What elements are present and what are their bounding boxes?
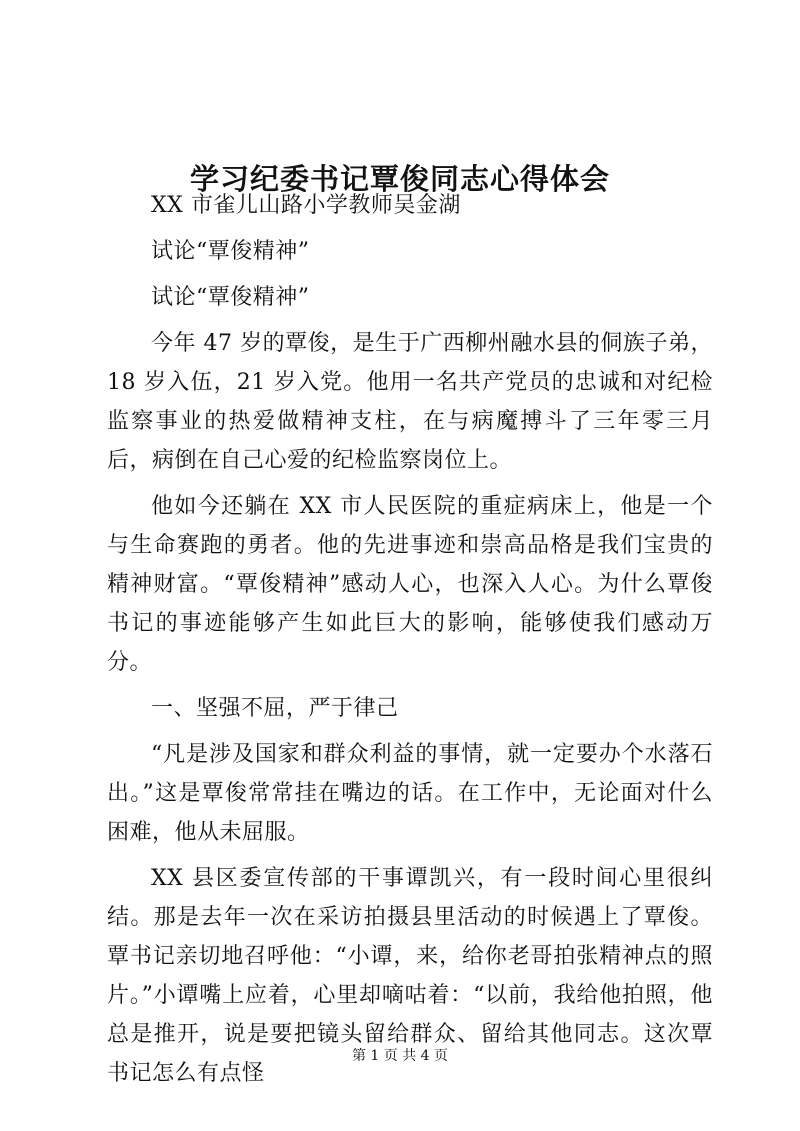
subtitle-line-repeat: 试论“覃俊精神” [151,285,310,310]
paragraph: 今年 47 岁的覃俊，是生于广西柳州融水县的侗族子弟，18 岁入伍，21 岁入党。他用一名共产党员的忠诚和对纪检监察事业的热爱做精神支柱，在与病魔搏斗了三年零三月后，病倒在自己心爱的纪检监察岗位上。 [107,331,713,473]
paragraph: 他如今还躺在 XX 市人民医院的重症病床上，他是一个与生命赛跑的勇者。他的先进事迹和崇高品格是我们宝贵的精神财富。“覃俊精神”感动人心，也深入人心。为什么覃俊书记的事迹能够产生如此巨大的影响，能够使我们感动万分。 [107,494,713,675]
subtitle-line: 试论“覃俊精神” [151,239,310,264]
author-line: XX 市雀儿山路小学教师吴金湖 [151,193,461,218]
page-number-footer: 第 1 页 共 4 页 [351,1048,449,1064]
document-body [107,186,713,1100]
document-title: 学习纪委书记覃俊同志心得体会 [189,162,610,197]
section-heading: 一、坚强不屈，严于律己 [151,696,399,721]
paragraph: XX 县区委宣传部的干事谭凯兴，有一段时间心里很纠结。那是去年一次在采访拍摄县里活动的时候遇上了覃俊。覃书记亲切地召呼他：“小谭，来，给你老哥拍张精神点的照片。”小谭嘴上应着，心里却嘀咕着：“以前，我给他拍照，他总是推开，说是要把镜头留给群众、留给其他同志。这次覃书记怎么有点怪 [107,866,713,1086]
paragraph: “凡是涉及国家和群众利益的事情，就一定要办个水落石出。”这是覃俊常常挂在嘴边的话。在工作中，无论面对什么困难，他从未屈服。 [107,742,713,845]
